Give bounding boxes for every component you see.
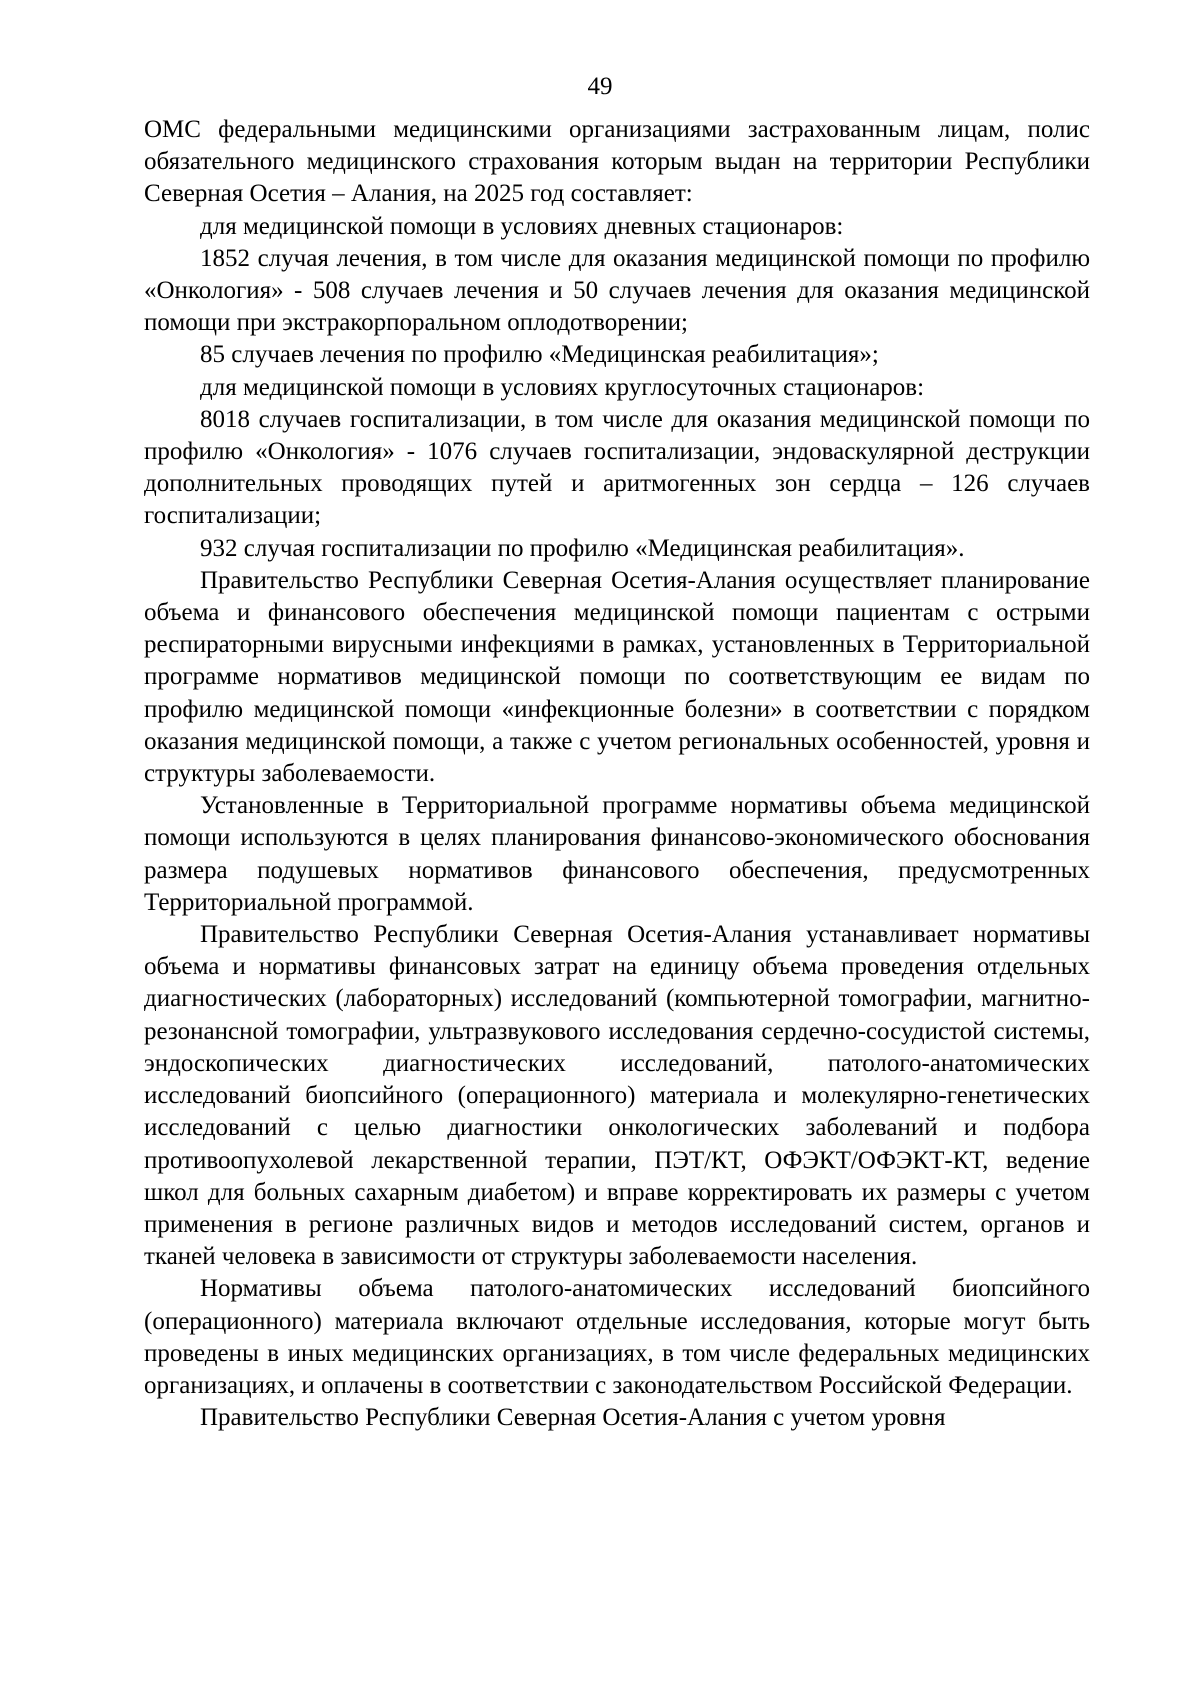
- paragraph: 8018 случаев госпитализации, в том числе для оказания медицинской помощи по профилю «Онкология» - 1076 случаев госпитализации, эндоваскулярной деструкции дополнительных проводящих путей и аритмогенных зон сердца – 126 случаев госпитализации;: [144, 405, 1090, 530]
- paragraph: для медицинской помощи в условиях дневных стационаров:: [200, 212, 844, 240]
- page-number: 49: [587, 73, 613, 100]
- paragraph: ОМС федеральными медицинскими организациями застрахованным лицам, полис обязательного медицинского страхования которым выдан на территории Республики Северная Осетия – Алания, на 2025 год составляет:: [144, 116, 1090, 208]
- paragraph: для медицинской помощи в условиях круглосуточных стационаров:: [200, 373, 925, 401]
- paragraph: Правительство Республики Северная Осетия-Алания устанавливает нормативы объема и нормативы финансовых затрат на единицу объема проведения отдельных диагностических (лабораторных) исследований (компьютерной томографии, магнитно-резонансной томографии, ультразвукового исследования сердечно-сосудистой системы, эндоскопических диагностических исследований, патолого-анатомических исследований биопсийного (операционного) материала и молекулярно-генетических исследований с целью диагностики онкологических заболеваний и подбора противоопухолевой лекарственной терапии, ПЭТ/КТ, ОФЭКТ/ОФЭКТ-КТ, ведение школ для больных сахарным диабетом) и вправе корректировать их размеры с учетом применения в регионе различных видов и методов исследований систем, органов и тканей человека в зависимости от структуры заболеваемости населения.: [144, 921, 1090, 1271]
- paragraph: 1852 случая лечения, в том числе для оказания медицинской помощи по профилю «Онкология» - 508 случаев лечения и 50 случаев лечения для оказания медицинской помощи при экстракорпоральном оплодотворении;: [144, 244, 1090, 337]
- paragraph: 85 случаев лечения по профилю «Медицинская реабилитация»;: [200, 341, 879, 369]
- paragraph: Правительство Республики Северная Осетия-Алания осуществляет планирование объема и финансового обеспечения медицинской помощи пациентам с острыми респираторными вирусными инфекциями в рамках, установленных в Территориальной программе нормативов медицинской помощи по соответствующим ее видам по профилю медицинской помощи «инфекционные болезни» в соответствии с порядком оказания медицинской помощи, а также с учетом региональных особенностей, уровня и структуры заболеваемости.: [144, 566, 1090, 788]
- paragraph: Правительство Республики Северная Осетия-Алания с учетом уровня: [200, 1404, 946, 1432]
- paragraph: 932 случая госпитализации по профилю «Медицинская реабилитация».: [200, 534, 965, 562]
- document-body: [144, 114, 1090, 1434]
- paragraph: Установленные в Территориальной программе нормативы объема медицинской помощи используются в целях планирования финансово-экономического обоснования размера подушевых нормативов финансового обеспечения, предусмотренных Территориальной программой.: [144, 792, 1090, 916]
- paragraph: Нормативы объема патолого-анатомических исследований биопсийного (операционного) материала включают отдельные исследования, которые могут быть проведены в иных медицинских организациях, в том числе федеральных медицинских организациях, и оплачены в соответствии с законодательством Российской Федерации.: [144, 1275, 1090, 1399]
